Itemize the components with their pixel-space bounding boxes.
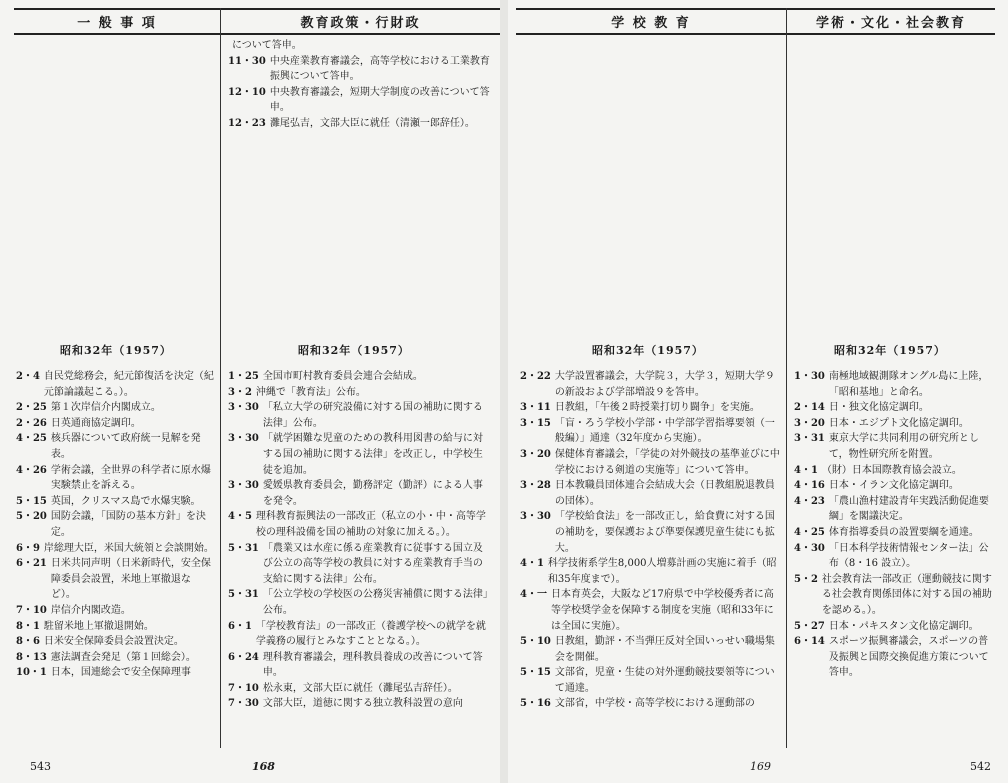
entry-date: 6・1 [228, 620, 252, 632]
entry-date: 6・21 [16, 558, 47, 570]
entry-text: 文部省，児童・生徒の対外運動競技要領等について通達。 [554, 667, 775, 694]
year-heading-culture: 昭和32年（1957） [834, 344, 946, 357]
entry-text: 日・独文化協定調印。 [828, 402, 929, 414]
entry-text: 中央教育審議会，短期大学制度の改善について答申。 [269, 86, 490, 114]
entry-date: 5・2 [794, 573, 818, 585]
chronology-entry [228, 85, 492, 116]
entry-text: 理科教育振興法の一部改正（私立の小・中・高等学校の理科設備を国の補助の対象に加える。）。 [255, 511, 486, 538]
policy-continuation-list [228, 38, 492, 132]
entry-date: 6・9 [16, 542, 40, 554]
right-page [508, 0, 1008, 783]
entry-text: 日米安全保障委員会設置決定。 [43, 636, 184, 648]
entry-text: 日教組，勤評・不当弾圧反対全国いっせい職場集会を開催。 [554, 636, 775, 663]
entry-date: 2・26 [16, 417, 47, 429]
entry-text: 日本・パキスタン文化協定調印。 [828, 620, 979, 632]
entry-date: 8・13 [16, 651, 47, 663]
policy-events-list [228, 369, 492, 712]
chronology-entry [228, 369, 492, 385]
entry-text: 自民党総務会，紀元節復活を決定（紀元節論議起こる。）。 [43, 371, 214, 398]
chronology-entry [228, 681, 492, 697]
entry-text: 保健体育審議会，「学徒の対外競技の基準並びに中学校における剣道の実施等」について答申。 [554, 448, 780, 476]
entry-text: 学術会議，全世界の科学者に原水爆実験禁止を訴える。 [50, 464, 211, 492]
entry-text: 南極地域観測隊オングル島に上陸，「昭和基地」と命名。 [828, 371, 989, 398]
entry-date: 3・15 [520, 417, 551, 429]
entry-date: 3・2 [228, 386, 252, 398]
chronology-entry [228, 431, 492, 478]
chronology-entry [794, 400, 994, 416]
entry-text: 東京大学に共同利用の研究所として，物性研究所を附置。 [828, 433, 979, 460]
chronology-entry [16, 369, 214, 400]
entry-date: 5・10 [520, 636, 551, 648]
entry-date: 7・30 [228, 698, 259, 710]
entry-date: 4・30 [794, 542, 825, 554]
chronology-entry [228, 696, 492, 712]
entry-text: スポーツ振興審議会，スポーツの普及振興と国際交換促進方策について答申。 [828, 636, 989, 679]
entry-date: 4・16 [794, 480, 825, 492]
entry-text: 「農業又は水産に係る産業教育に従事する国立及び公立の高等学校の教員に対する産業教育手当の支給に関する法律」公布。 [262, 542, 483, 585]
entry-text: 「農山漁村建設青年実践活動促進要綱」を閣議決定。 [828, 495, 989, 523]
entry-date: 7・10 [16, 604, 47, 616]
entry-text: 文部大臣，道徳に関する独立教科設置の意向 [262, 698, 463, 710]
chronology-entry [794, 494, 994, 525]
entry-date: 2・25 [16, 402, 47, 414]
entry-text: 「日本科学技術情報センター法」公布（8・16 設立）。 [828, 542, 989, 570]
entry-date: 3・31 [794, 433, 825, 445]
entry-date: 4・25 [794, 526, 825, 538]
chronology-entry [16, 494, 214, 510]
entry-text: 「学校給食法」を一部改正し，給食費に対する国の補助を，要保護および準要保護児童生徒にも拡大。 [554, 511, 775, 554]
entry-text: 日米共同声明（日米新時代，安全保障委員会設置，米地上軍撤退など）。 [50, 558, 211, 601]
entry-date: 12・10 [228, 86, 266, 98]
entry-text: 「盲・ろう学校小学部・中学部学習指導要領（一般編）」通達（32年度から実施）。 [554, 417, 775, 445]
chronology-entry [228, 38, 492, 54]
entry-text: 日英通商協定調印。 [50, 417, 141, 429]
entry-text: 「就学困難な児童のための教科用図書の給与に対する国の補助に関する法律」を改正し，中学校生徒を追加。 [262, 433, 483, 476]
year-heading-general: 昭和32年（1957） [60, 344, 172, 357]
entry-date: 6・24 [228, 651, 259, 663]
entry-date: 3・30 [228, 480, 259, 492]
entry-text: 体育指導委員の設置要綱を通達。 [828, 526, 979, 538]
chronology-entry [16, 541, 214, 557]
entry-date: 2・14 [794, 402, 825, 414]
entry-text: 「私立大学の研究設備に対する国の補助に関する法律」公布。 [262, 402, 483, 429]
header-general: 一 般 事 項 [14, 8, 220, 35]
entry-date: 8・6 [16, 636, 40, 648]
entry-text: 「公立学校の学校医の公務災害補償に関する法律」公布。 [262, 589, 488, 616]
entry-date: 5・31 [228, 589, 259, 601]
entry-date: 1・25 [228, 371, 259, 382]
entry-date: 4・26 [16, 464, 47, 476]
entry-text: 日本，国連総会で安全保障理事 [50, 667, 191, 679]
general-events-list [16, 369, 214, 681]
entry-date: 3・11 [520, 402, 551, 414]
year-heading-school: 昭和32年（1957） [592, 344, 704, 357]
entry-text: 全国市町村教育委員会連合会結成。 [262, 371, 423, 382]
chronology-entry [16, 556, 214, 603]
entry-text: （財）日本国際教育協会設立。 [821, 464, 962, 476]
chronology-entry [16, 400, 214, 416]
entry-date: 3・30 [228, 433, 259, 445]
chronology-entry [228, 116, 492, 132]
chronology-entry [228, 541, 492, 588]
chronology-entry [16, 634, 214, 650]
chronology-entry [228, 587, 492, 618]
entry-text: 第１次岸信介内閣成立。 [50, 402, 161, 414]
chronology-entry [794, 525, 994, 541]
chronology-entry [794, 463, 994, 479]
entry-text: 大学設置審議会，大学院３，大学３，短期大学９の新設および学部増設９を答申。 [554, 371, 775, 398]
chronology-entry [794, 572, 994, 619]
entry-text: 愛媛県教育委員会，勤務評定（勤評）による人事を発令。 [262, 480, 483, 507]
chronology-entry [520, 447, 780, 478]
entry-text: 日本育英会，大阪など17府県で中学校優秀者に高等学校奨学金を保障する制度を実施（昭和33年には全国に実施）。 [550, 589, 774, 632]
entry-date: 3・30 [228, 402, 259, 414]
entry-text: 岸信介内閣改造。 [50, 604, 131, 616]
entry-date: 3・20 [794, 417, 825, 429]
entry-date: 10・1 [16, 667, 47, 679]
chronology-entry [16, 416, 214, 432]
entry-text: 中央産業教育審議会，高等学校における工業教育振興について答申。 [269, 55, 490, 83]
chronology-entry [794, 619, 994, 635]
entry-date: 3・30 [520, 511, 551, 523]
chronology-entry [520, 665, 780, 696]
entry-text: 憲法調査会発足（第１回総会）。 [50, 651, 196, 663]
school-events-list [520, 369, 780, 712]
entry-date: 4・1 [520, 558, 544, 570]
entry-date: 8・1 [16, 620, 40, 632]
entry-date: 2・4 [16, 371, 40, 382]
year-heading-policy: 昭和32年（1957） [298, 344, 410, 357]
chronology-entry [794, 416, 994, 432]
entry-text: について答申。 [232, 40, 302, 51]
chronology-entry [520, 369, 780, 400]
entry-date: 1・30 [794, 371, 825, 382]
entry-date: 4・一 [520, 589, 547, 601]
entry-date: 5・31 [228, 542, 259, 554]
page-number-169: 169 [750, 760, 771, 773]
chronology-entry [16, 431, 214, 462]
chronology-entry [520, 478, 780, 509]
entry-text: 英国，クリスマス島で水爆実験。 [50, 495, 201, 507]
chronology-entry [794, 634, 994, 681]
entry-text: 理科教育審議会，理科教員養成の改善について答申。 [262, 651, 483, 679]
chronology-entry [520, 587, 780, 634]
entry-date: 4・5 [228, 511, 252, 523]
chronology-entry [520, 400, 780, 416]
entry-date: 3・28 [520, 480, 551, 492]
chronology-entry [520, 696, 780, 712]
chronology-entry [228, 385, 492, 401]
entry-date: 11・30 [228, 55, 266, 67]
header-culture: 学術・文化・社会教育 [787, 8, 995, 35]
entry-text: 日本・エジプト文化協定調印。 [828, 417, 969, 429]
entry-text: 国防会議，「国防の基本方針」を決定。 [50, 511, 206, 538]
entry-text: 岸総理大臣，米国大統領と会談開始。 [43, 542, 214, 554]
chronology-entry [16, 619, 214, 635]
header-policy: 教育政策・行財政 [221, 8, 500, 35]
chronology-entry [16, 650, 214, 666]
entry-text: 「学校教育法」の一部改正（養護学校への就学を就学義務の履行とみなすこととなる。）。 [255, 620, 486, 648]
entry-date: 5・16 [520, 698, 551, 710]
entry-date: 3・20 [520, 448, 551, 460]
chronology-entry [16, 603, 214, 619]
culture-events-list [794, 369, 994, 681]
chronology-entry [228, 509, 492, 540]
entry-date: 5・20 [16, 511, 47, 523]
entry-text: 日教組，「午後２時授業打切り闘争」を実施。 [554, 402, 760, 414]
entry-text: 核兵器について政府統一見解を発表。 [50, 433, 201, 460]
entry-text: 沖縄で「教育法」公布。 [255, 386, 366, 398]
header-school: 学 校 教 育 [516, 8, 786, 35]
chronology-entry [228, 650, 492, 681]
chronology-entry [228, 54, 492, 85]
entry-date: 7・10 [228, 682, 259, 694]
column-divider [786, 8, 787, 748]
entry-date: 6・14 [794, 636, 825, 648]
entry-text: 駐留米地上軍撤退開始。 [43, 620, 154, 632]
chronology-entry [16, 665, 214, 681]
entry-text: 日本・イラン文化協定調印。 [828, 480, 959, 492]
book-gutter [500, 0, 508, 783]
page-number-542: 542 [970, 760, 991, 773]
entry-date: 4・1 [794, 464, 818, 476]
chronology-entry [520, 556, 780, 587]
left-page [0, 0, 500, 783]
column-divider [220, 8, 221, 748]
chronology-entry [794, 369, 994, 400]
entry-date: 12・23 [228, 117, 266, 129]
chronology-entry [16, 509, 214, 540]
entry-date: 5・15 [16, 495, 47, 507]
entry-date: 5・15 [520, 667, 551, 679]
entry-text: 灘尾弘吉，文部大臣に就任（清瀬一郎辞任）。 [269, 117, 475, 129]
chronology-entry [228, 478, 492, 509]
entry-text: 日本教職員団体連合会結成大会（日教組脱退教員の団体）。 [554, 480, 775, 507]
entry-text: 松永東，文部大臣に就任（灘尾弘吉辞任）。 [262, 682, 458, 694]
entry-text: 科学技術系学生8,000人増募計画の実施に着手（昭和35年度まで）。 [547, 558, 777, 585]
page-number-543: 543 [30, 760, 51, 773]
chronology-entry [794, 431, 994, 462]
chronology-entry [16, 463, 214, 494]
chronology-entry [520, 509, 780, 556]
entry-text: 社会教育法一部改正（運動競技に関する社会教育関係団体に対する国の補助を認める。）。 [821, 573, 992, 616]
entry-text: 文部省，中学校・高等学校における運動部の [554, 698, 755, 710]
chronology-entry [228, 619, 492, 650]
entry-date: 2・22 [520, 371, 551, 382]
chronology-entry [228, 400, 492, 431]
entry-date: 4・23 [794, 495, 825, 507]
chronology-entry [520, 634, 780, 665]
entry-date: 4・25 [16, 433, 47, 445]
chronology-entry [520, 416, 780, 447]
entry-date: 5・27 [794, 620, 825, 632]
page-number-168: 168 [252, 760, 275, 773]
chronology-entry [794, 478, 994, 494]
chronology-entry [794, 541, 994, 572]
